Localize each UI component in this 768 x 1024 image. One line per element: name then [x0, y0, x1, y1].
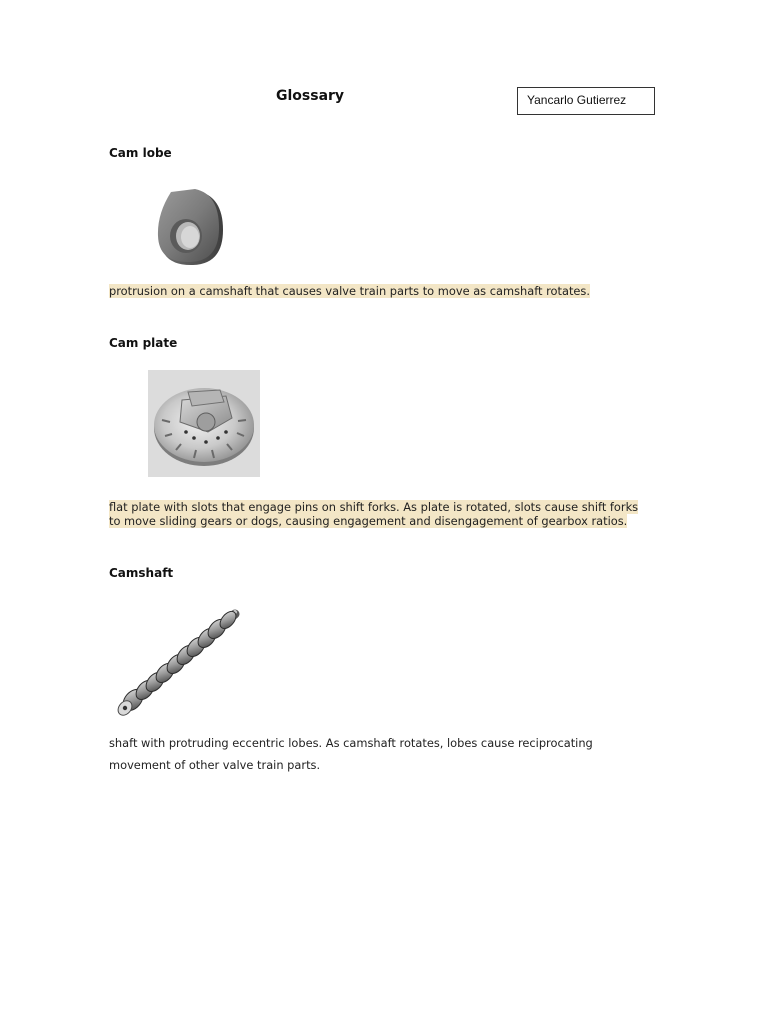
cam-lobe-image [155, 186, 230, 271]
camshaft-image [115, 600, 245, 730]
page-title: Glossary [276, 88, 345, 104]
author-box [517, 87, 655, 115]
definition-cam-plate-line-2: to move sliding gears or dogs, causing engagement and disengagement of gearbox ratios. [109, 514, 628, 528]
definition-cam-plate-line-1: flat plate with slots that engage pins on shift forks. As plate is rotated, slots cause shift forks [109, 500, 639, 514]
definition-cam-plate [109, 500, 669, 528]
term-cam-lobe: Cam lobe [109, 146, 172, 160]
definition-camshaft-line-1: shaft with protruding eccentric lobes. As camshaft rotates, lobes cause reciprocating [109, 736, 593, 750]
definition-camshaft-line-2: movement of other valve train parts. [109, 758, 321, 772]
author-name: Yancarlo Gutierrez [527, 93, 627, 107]
definition-cam-lobe-text: protrusion on a camshaft that causes valve train parts to move as camshaft rotates. [109, 284, 590, 298]
term-cam-plate: Cam plate [109, 336, 178, 350]
term-camshaft: Camshaft [109, 566, 174, 580]
definition-cam-lobe [109, 284, 590, 298]
cam-plate-image [148, 370, 260, 477]
definition-camshaft [109, 732, 593, 776]
